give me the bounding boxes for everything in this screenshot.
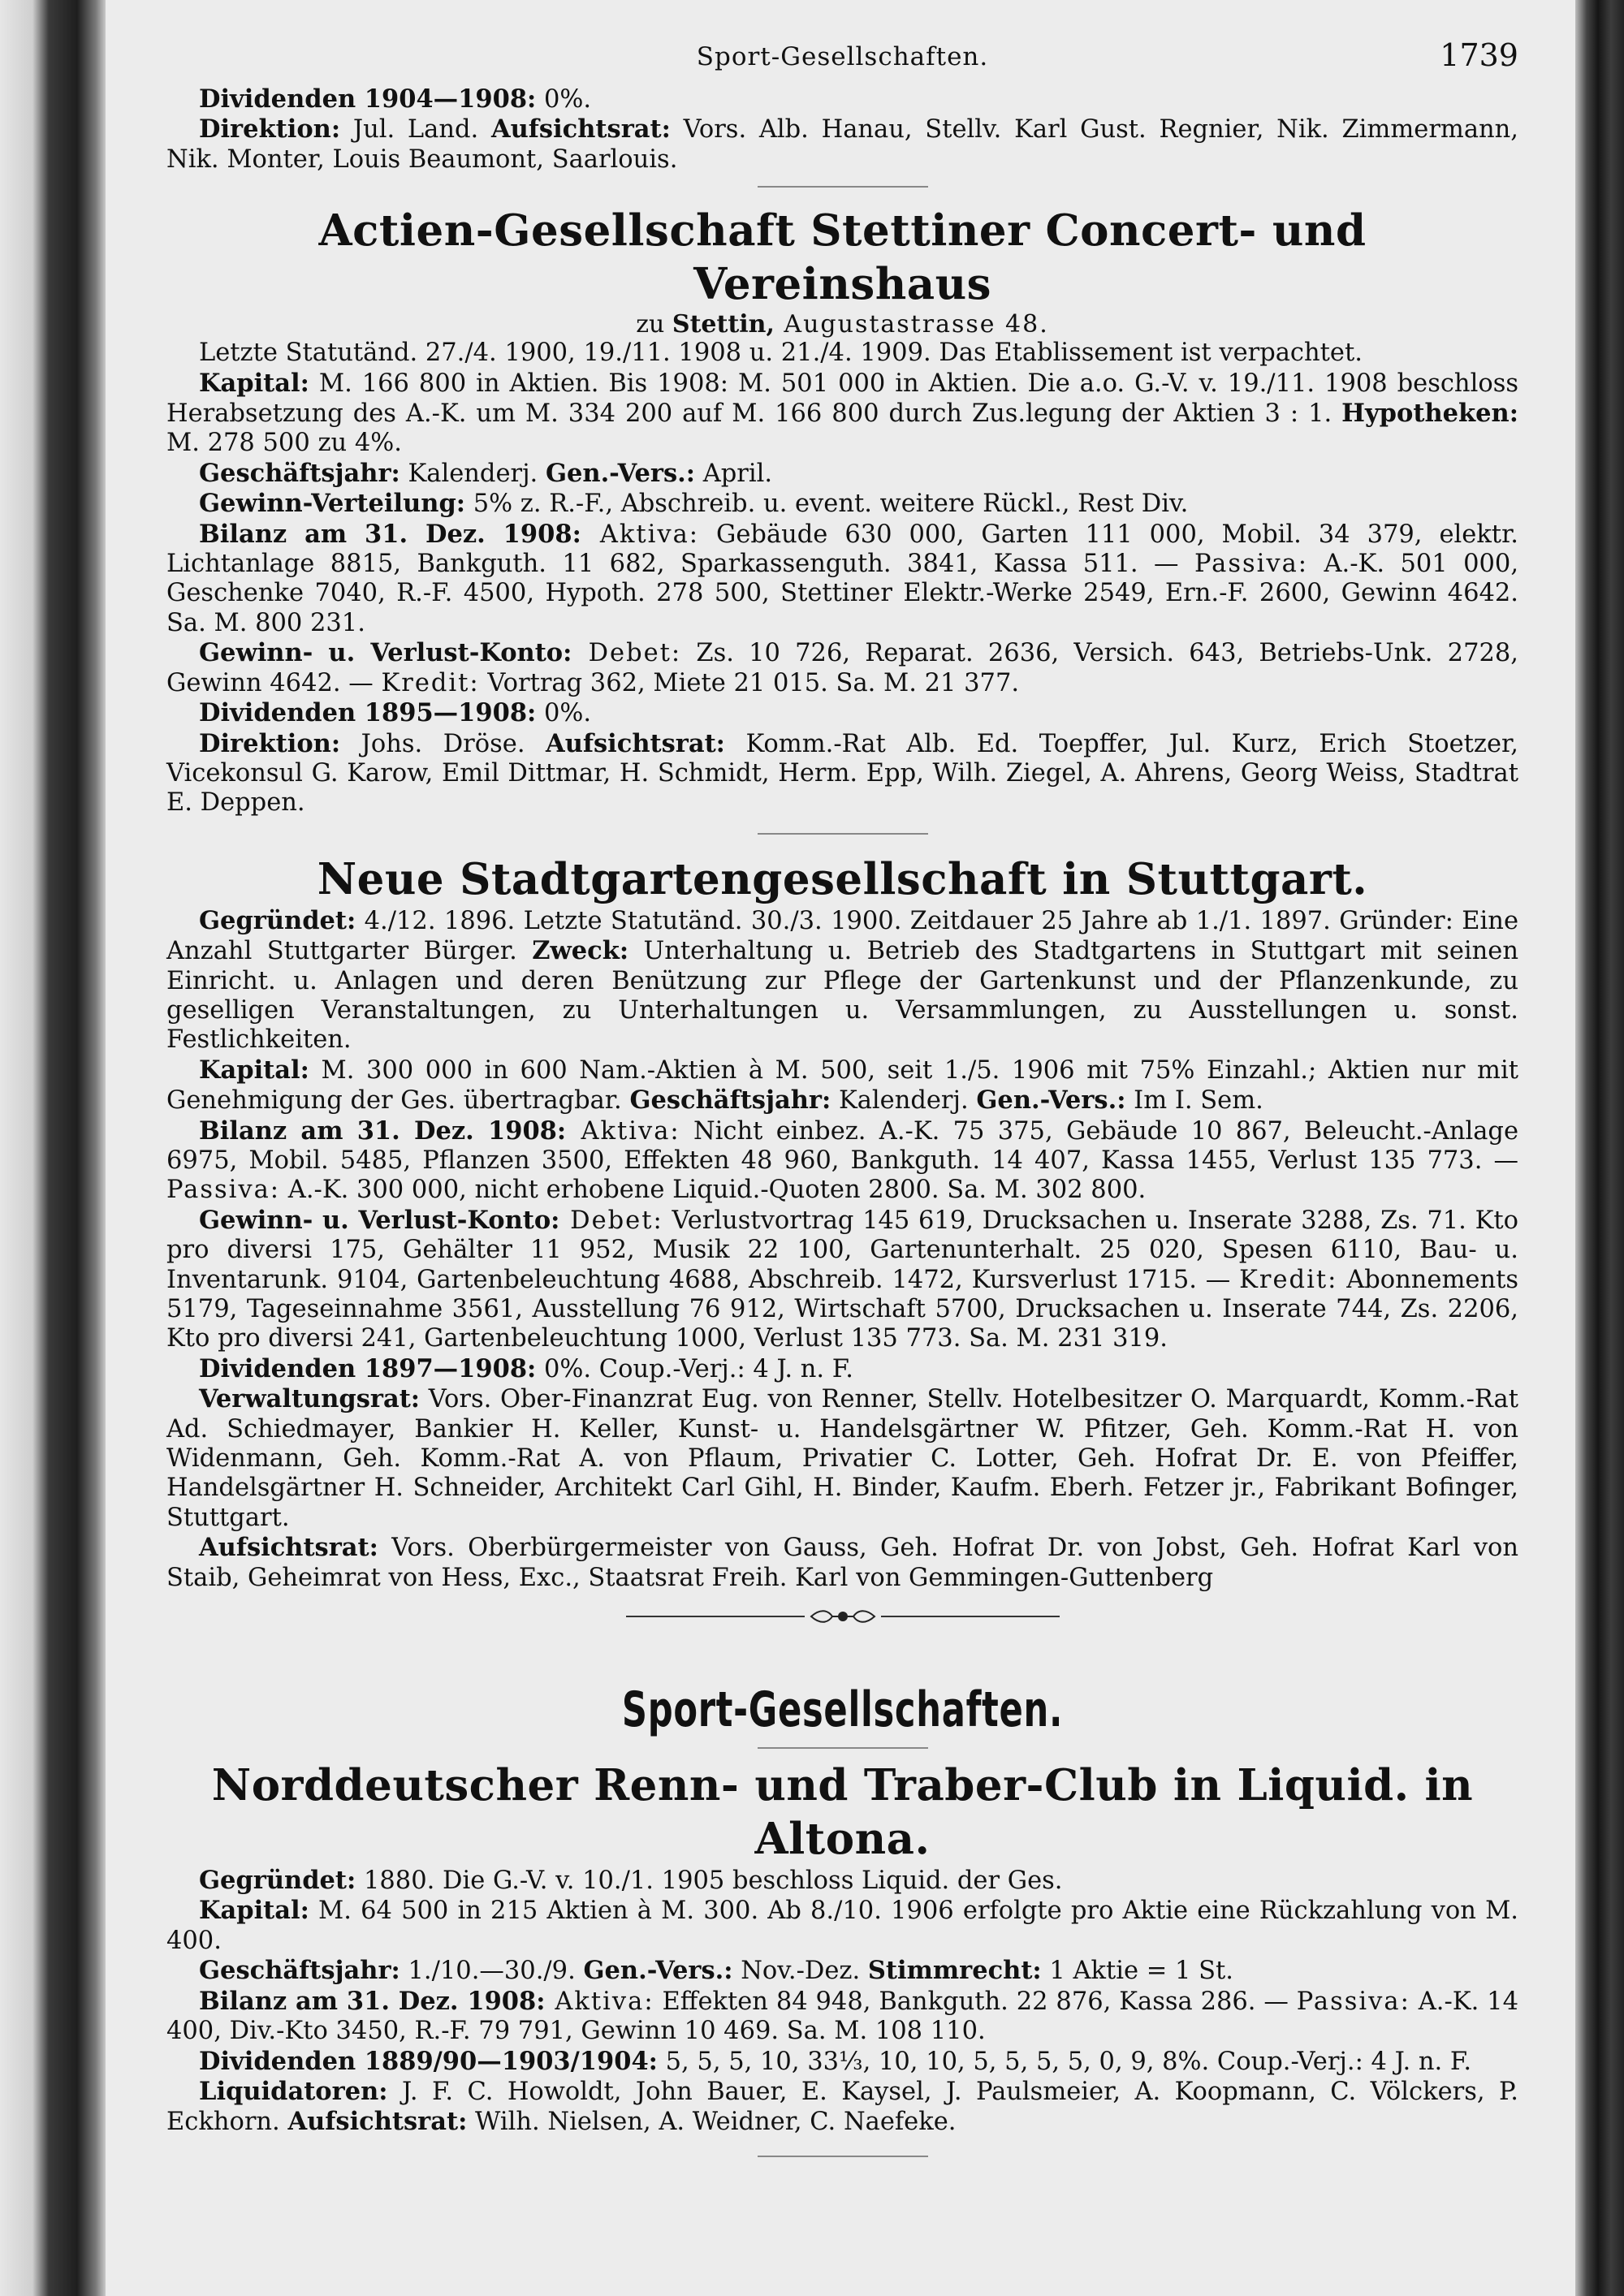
kapital-value: M. 64 500 in 215 Aktien à M. 300. Ab 8./10. 1906 erfolgte pro Aktie eine Rückzahlung von M. 400. — [166, 1897, 1518, 1955]
separator-rule — [758, 186, 928, 188]
bilanz-label: Bilanz am 31. Dez. 1908: — [199, 1116, 567, 1146]
dividenden-label: Dividenden 1889/90—1903/1904: — [199, 2046, 658, 2076]
location-prefix: zu — [636, 310, 672, 339]
book-gutter-left — [0, 0, 106, 2296]
passiva-word: Passiva: — [1194, 550, 1309, 579]
entry-altona — [166, 1759, 1518, 2138]
kapital-label: Kapital: — [199, 1896, 309, 1926]
page-content — [166, 37, 1519, 2157]
aktiva-word: Aktiva: — [581, 520, 700, 549]
verwaltungsrat-label: Verwaltungsrat: — [199, 1384, 421, 1414]
gewinn-verteilung-label: Gewinn-Verteilung: — [199, 489, 466, 519]
passiva-value: A.-K. 14 400, Div.-Kto 3450, R.-F. 79 791, Gewinn 10 469. Sa. M. 108 110. — [166, 1987, 1518, 2046]
gen-vers-label: Gen.-Vers.: — [545, 458, 696, 488]
ornament-line-right — [881, 1616, 1060, 1617]
gegruendet-label: Gegründet: — [199, 905, 356, 935]
hypotheken-label: Hypotheken: — [1341, 399, 1518, 429]
debet-word: Debet: — [559, 1206, 663, 1235]
gen-vers-label: Gen.-Vers.: — [976, 1085, 1126, 1116]
separator-rule — [758, 2156, 928, 2157]
gegruendet-value: 4./12. 1896. Letzte Statutänd. 30./3. 1900. Zeitdauer 25 Jahre ab 1./1. 1897. Gründer: Eine Anzahl Stuttgarter Bürger. — [166, 906, 1518, 966]
debet-value: Zs. 10 726, Reparat. 2636, Versich. 643, Betriebs-Unk. 2728, Gewinn 4642. — — [166, 639, 1518, 697]
dividenden-label: Dividenden 1895—1908: — [199, 698, 537, 728]
dividenden-value: 0%. — [536, 699, 592, 728]
direktion-value: Jul. Land. — [340, 115, 491, 145]
passiva-word: Passiva: — [1296, 1987, 1410, 2016]
kapital-label: Kapital: — [199, 1055, 309, 1085]
aktiva-word: Aktiva: — [545, 1987, 654, 2016]
aufsichtsrat-value: Vors. Oberbürgermeister von Gauss, Geh. Hofrat Dr. von Jobst, Geh. Hofrat Karl von Staib, Geheimrat von Hess, Exc., Staatsrat Freih. Karl von Gemmingen-Guttenberg — [166, 1534, 1518, 1592]
dividenden-value: 5, 5, 5, 10, 33⅓, 10, 10, 5, 5, 5, 5, 0, 9, 8%. Coup.-Verj.: 4 J. n. F. — [657, 2047, 1472, 2076]
passiva-value: A.-K. 501 000, Geschenke 7040, R.-F. 4500, Hypoth. 278 500, Stettiner Elektr.-Werke 2549, Ern.-F. 2600, Gewinn 4642. Sa. M. 800 231. — [166, 550, 1519, 637]
aufsichtsrat-label: Aufsichtsrat: — [490, 114, 671, 145]
dividenden-value: 0%. Coup.-Verj.: 4 J. n. F. — [536, 1354, 853, 1383]
aufsichtsrat-value: Vors. Alb. Hanau, Stellv. Karl Gust. Regnier, Nik. Zimmermann, Nik. Monter, Louis Beaumont, Saarlouis. — [166, 115, 1518, 174]
aktiva-value: Gebäude 630 000, Garten 111 000, Mobil. 34 379, elektr. Lichtanlage 8815, Bankguth. 11 682, Sparkassenguth. 3841, Kassa 511. — — [166, 520, 1518, 579]
passiva-word: Passiva: — [166, 1176, 281, 1205]
aktiva-word: Aktiva: — [566, 1116, 680, 1146]
liquidatoren-value: J. F. C. Howoldt, John Bauer, E. Kaysel, J. Paulsmeier, A. Koopmann, C. Völckers, P. Eckhorn. — [166, 2077, 1518, 2137]
section-ornament — [166, 1608, 1518, 1625]
hypotheken-value: M. 278 500 zu 4%. — [166, 429, 402, 458]
gen-vers-value: April. — [695, 459, 773, 488]
entry-title: Neue Stadtgartengesellschaft in Stuttgart. — [317, 853, 1368, 904]
verwaltungsrat-value: Vors. Ober-Finanzrat Eug. von Renner, Stellv. Hotelbesitzer O. Marquardt, Komm.-Rat Ad. Schiedmayer, Bankier H. Keller, Kunst- u. Handelsgärtner W. Pfitzer, Geh. Komm.-Rat H. von Widenmann, Geh. Komm.-Rat A. von Pflaum, Privatier C. Lotter, Geh. Hofrat Dr. E. von Pfeiffer, Handelsgärtner H. Schneider, Architekt Carl Gihl, H. Binder, Kaufm. Eberh. Fetzer jr., Fabrikant Bofinger, Stuttgart. — [166, 1385, 1518, 1532]
dividenden-label: Dividenden 1904—1908: — [199, 84, 537, 114]
gen-vers-value: Nov.-Dez. — [732, 1957, 868, 1986]
page — [106, 0, 1575, 2296]
zweck-value: Unterhaltung u. Betrieb des Stadtgartens in Stuttgart mit seinen Einricht. u. Anlagen und deren Benützung zur Pflege der Gartenkunst und der Pflanzenkunde, zu geselligen Veranstaltungen, zu Unterhaltungen u. Versammlungen, zu Ausstellungen u. sonst. Festlichkeiten. — [166, 937, 1518, 1055]
geschaeftsjahr-label: Geschäftsjahr: — [629, 1085, 831, 1116]
aufsichtsrat-value: Wilh. Nielsen, A. Weidner, C. Naefeke. — [467, 2108, 957, 2137]
guv-label: Gewinn- u. Verlust-Konto: — [199, 638, 572, 668]
aufsichtsrat-label: Aufsichtsrat: — [287, 2107, 468, 2137]
separator-rule — [758, 1747, 928, 1749]
dividenden-value: 0%. — [536, 85, 592, 114]
kredit-word: Kredit: — [381, 668, 480, 697]
dividenden-label: Dividenden 1897—1908: — [199, 1353, 537, 1383]
liquidatoren-label: Liquidatoren: — [199, 2076, 388, 2106]
kapital-value: M. 300 000 in 600 Nam.-Aktien à M. 500, seit 1./5. 1906 mit 75% Einzahl.; Aktien nur mit Genehmigung der Ges. übertragbar. — [166, 1055, 1518, 1116]
direktion-label: Direktion: — [199, 114, 341, 145]
entry-stuttgart — [166, 852, 1518, 1593]
direktion-value: Johs. Dröse. — [340, 729, 546, 758]
direktion-label: Direktion: — [199, 728, 341, 758]
section-title: Sport-Gesellschaften. — [621, 1681, 1064, 1739]
statut-text: Letzte Statutänd. 27./4. 1900, 19./11. 1908 u. 21./4. 1909. Das Etablissement ist verpachtet. — [199, 339, 1363, 368]
aufsichtsrat-label: Aufsichtsrat: — [546, 728, 725, 758]
stimmrecht-value: 1 Aktie = 1 St. — [1041, 1957, 1233, 1986]
book-edge-right — [1575, 0, 1624, 2296]
bilanz-label: Bilanz am 31. Dez. 1908: — [199, 1986, 546, 2016]
zweck-label: Zweck: — [532, 936, 629, 966]
passiva-value: A.-K. 300 000, nicht erhobene Liquid.-Quoten 2800. Sa. M. 302 800. — [280, 1176, 1147, 1205]
kredit-word: Kredit: — [1239, 1265, 1338, 1294]
geschaeftsjahr-label: Geschäftsjahr: — [199, 458, 400, 488]
debet-value: Verlustvortrag 145 619, Drucksachen u. Inserate 3288, Zs. 71. Kto pro diversi 175, Gehälter 11 952, Musik 22 100, Gartenunterhalt. 25 020, Spesen 6110, Bau- u. Inventarunk. 9104, Gartenbeleuchtung 4688, Abschreib. 1472, Kursverlust 1715. — — [166, 1206, 1518, 1294]
gen-vers-label: Gen.-Vers.: — [583, 1956, 733, 1986]
kapital-value: M. 166 800 in Aktien. Bis 1908: M. 501 000 in Aktien. Die a.o. G.-V. v. 19./11. 1908 beschloss Herabsetzung des A.-K. um M. 334 200 auf M. 166 800 durch Zus.legung der Aktien 3 : 1. — [166, 369, 1518, 429]
separator-rule — [758, 833, 928, 835]
geschaeftsjahr-label: Geschäftsjahr: — [199, 1956, 400, 1986]
entry-title: Norddeutscher Renn- und Traber-Club in Liquid. in Altona. — [211, 1760, 1474, 1865]
gegruendet-label: Gegründet: — [199, 1866, 356, 1896]
kapital-label: Kapital: — [199, 368, 309, 398]
guv-label: Gewinn- u. Verlust-Konto: — [199, 1205, 560, 1235]
kredit-value: Vortrag 362, Miete 21 015. Sa. M. 21 377. — [479, 668, 1020, 697]
entry-location — [166, 311, 1518, 339]
ornament-line-left — [626, 1616, 805, 1617]
gewinn-verteilung-value: 5% z. R.-F., Abschreib. u. event. weitere Rückl., Rest Div. — [465, 490, 1189, 519]
aufsichtsrat-value: Komm.-Rat Alb. Ed. Toepffer, Jul. Kurz, Erich Stoetzer, Vicekonsul G. Karow, Emil Dittmar, H. Schmidt, Herm. Epp, Wilh. Ziegel, A. Ahrens, Georg Weiss, Stadtrat E. Deppen. — [166, 729, 1518, 818]
entry-previous-continued — [166, 84, 1518, 175]
bilanz-label: Bilanz am 31. Dez. 1908: — [199, 519, 581, 549]
gen-vers-value: Im I. Sem. — [1125, 1086, 1263, 1116]
kredit-value: Abonnements 5179, Tageseinnahme 3561, Ausstellung 76 912, Wirtschaft 5700, Drucksachen u. Inserate 744, Zs. 2206, Kto pro diversi 241, Gartenbeleuchtung 1000, Verlust 135 773. Sa. M. 231 319. — [166, 1265, 1519, 1353]
location-city: Stettin, — [672, 310, 775, 339]
stimmrecht-label: Stimmrecht: — [867, 1956, 1042, 1986]
geschaeftsjahr-value: Kalenderj. — [831, 1086, 977, 1116]
aktiva-value: Nicht einbez. A.-K. 75 375, Gebäude 10 867, Beleucht.-Anlage 6975, Mobil. 5485, Pflanzen 3500, Effekten 48 960, Bankguth. 14 407, Kassa 1455, Verlust 135 773. — — [166, 1116, 1518, 1175]
gegruendet-value: 1880. Die G.-V. v. 10./1. 1905 beschloss Liquid. der Ges. — [356, 1867, 1063, 1896]
page-header — [166, 37, 1518, 84]
aufsichtsrat-label: Aufsichtsrat: — [199, 1533, 378, 1563]
ornament-flourish-icon — [808, 1608, 878, 1625]
geschaeftsjahr-value: 1./10.—30./9. — [400, 1957, 584, 1986]
running-title: Sport-Gesellschaften. — [696, 42, 989, 71]
debet-word: Debet: — [572, 639, 682, 668]
entry-stettin — [166, 204, 1518, 818]
entry-title: Actien-Gesellschaft Stettiner Concert- und Vereinshaus — [318, 205, 1367, 310]
aktiva-value: Effekten 84 948, Bankguth. 22 876, Kassa 286. — — [654, 1987, 1297, 2016]
location-street: Augustastrasse 48. — [774, 310, 1049, 339]
geschaeftsjahr-value: Kalenderj. — [400, 459, 546, 488]
page-number: 1739 — [1440, 37, 1518, 73]
